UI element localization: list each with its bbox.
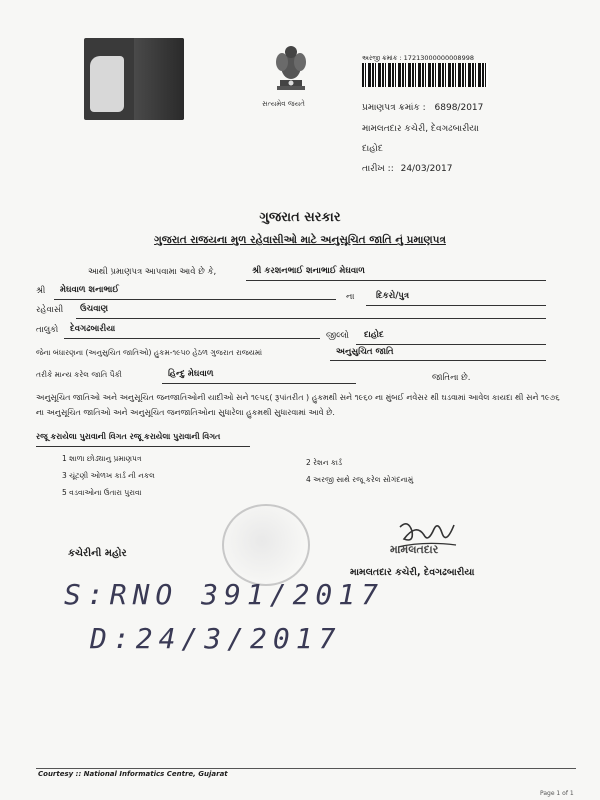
page-number: Page 1 of 1 xyxy=(540,790,574,797)
legal-paragraph: અનુસૂચિત જાતિઓ અને અનુસૂચિત જનજાતિઓની યાદીઓ સને ૧૯૫૬( રૂપાંતરીત ) હુકમથી સને ૧૯૬૦ ના મુંબઈ નવેસર થી ઘડવામાં આવેલ કાયદા થી સને ૧૯૭૬ ના અનુસૂચિત જાતિઓ અને અનુસૂચિત જનજાતિઓના સુધારેલા હુકમથી સુધારવામાં આવે છે. xyxy=(36,393,560,417)
issuing-district: દાહોદ xyxy=(362,144,383,154)
category-value: અનુસુચિત જાતિ xyxy=(336,347,394,357)
national-emblem-icon xyxy=(266,40,316,96)
applicant-photo xyxy=(84,38,184,120)
district-label: જીલ્લો xyxy=(326,331,350,341)
certificate-number-row: પ્રમાણપત્ર ક્રમાંક : 6898/2017 xyxy=(362,103,484,113)
handwritten-serial: S:RNO 391/2017 xyxy=(64,578,385,611)
certificate-number: 6898/2017 xyxy=(434,103,484,113)
evidence-item: 4 અરજી સાથે રજૂ કરેલ સોગંદનામું xyxy=(306,475,414,484)
officer-office: મામલતદાર કચેરી, દેવગઢબારીયા xyxy=(350,567,475,578)
shri-label: શ્રી xyxy=(36,286,46,296)
order-text: જેના બંધારણના (અનુસુચિત જાતિઓ) હુકમ-૧૯૫૦ હેઠળ ગુજરાત રાજયમાં xyxy=(36,348,263,357)
officer-title: મામલતદાર xyxy=(390,543,439,556)
evidence-item: 3 ચૂંટણી ઓળખ કાર્ડ ની નકલ xyxy=(62,471,155,480)
issue-date-row: તારીખ :: 24/03/2017 xyxy=(362,164,453,174)
evidence-heading: રજૂ કરાયેલા પુરાવાની વિગત રજૂ કરાયેલા પુરાવાની વિગત xyxy=(36,432,221,441)
evidence-item: 2 રેશન કાર્ડ xyxy=(306,458,343,467)
district-value: દાહોદ xyxy=(364,330,384,340)
caste-value: હિન્દુ મેઘવાળ xyxy=(168,369,214,379)
evidence-item: 5 વડવાઓના ઉતારા પુરાવા xyxy=(62,488,142,497)
issuing-office: મામલતદાર કચેરી, દેવગઢબારીયા xyxy=(362,124,479,134)
application-number: અરજી ક્રમાંક : 17213000000008998 xyxy=(362,54,474,62)
parent-name: મેઘવાળ શનાભાઈ xyxy=(60,285,119,295)
government-title: ગુજરાત સરકાર xyxy=(259,210,341,225)
applicant-name: શ્રી કરશનભાઈ શનાભાઈ મેઘવાળ xyxy=(252,266,365,276)
recognized-text: તરીકે માન્ય કરેલ જાતિ પૈકી xyxy=(36,370,122,379)
caste-suffix: જાતિના છે. xyxy=(432,373,471,383)
certificate-title: ગુજરાત રાજયના મુળ રહેવાસીઓ માટે અનુસૂચિત જાતિ નું પ્રમાણપત્ર xyxy=(154,234,446,246)
relation-value: દિકરો/પુત્ર xyxy=(376,291,410,301)
certify-text: આથી પ્રમાણપત્ર આપવામા આવે છે કે, xyxy=(88,267,217,277)
relation-label: ના xyxy=(346,292,355,302)
office-seal-label: કચેરીની મહોર xyxy=(68,548,127,559)
taluka-label: તાલુકો xyxy=(36,325,59,335)
handwritten-date: D:24/3/2017 xyxy=(90,622,342,655)
residence-label: રહેવાસી xyxy=(36,305,64,315)
barcode xyxy=(362,63,488,87)
evidence-item: 1 શાળા છોડ્યાનુ પ્રમાણપત્ર xyxy=(62,454,142,463)
issue-date: 24/03/2017 xyxy=(400,164,453,174)
faded-seal xyxy=(222,504,310,586)
emblem-caption: સત્યમેવ જયતે xyxy=(262,100,305,108)
taluka-value: દેવગઢબારીયા xyxy=(70,324,116,334)
courtesy-text: Courtesy :: National Informatics Centre, Gujarat xyxy=(38,770,228,778)
footer-divider xyxy=(36,768,576,769)
residence-value: ઉચવાણ xyxy=(80,304,109,314)
